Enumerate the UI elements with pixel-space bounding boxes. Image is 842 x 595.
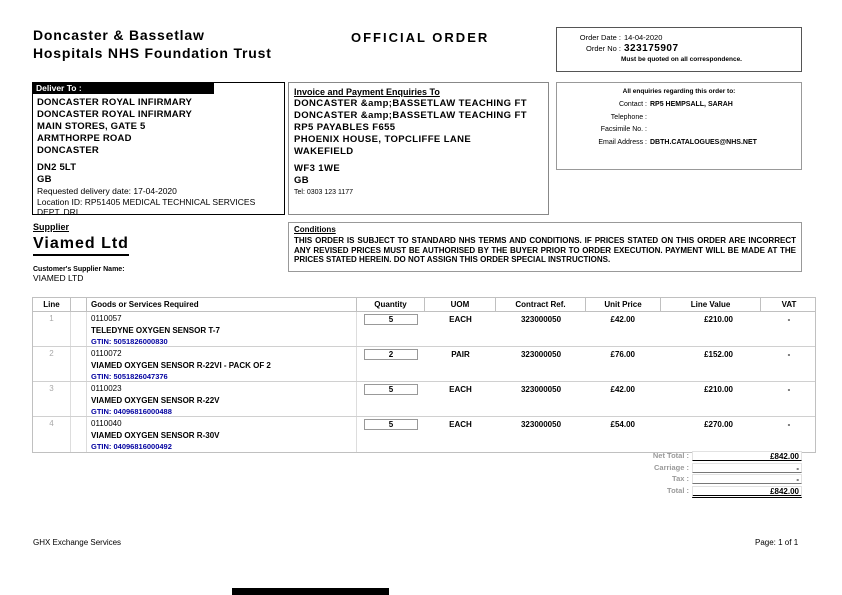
line-value-cell: £152.00 <box>704 350 733 359</box>
table-row <box>33 347 815 382</box>
quantity-box: 2 <box>364 349 418 360</box>
conditions-box <box>288 222 802 272</box>
quantity-box: 5 <box>364 419 418 430</box>
item-code: 0110040 <box>91 419 122 428</box>
vat-cell: - <box>787 350 791 359</box>
order-date-value: 14-04-2020 <box>624 33 663 42</box>
carriage-label: Carriage : <box>653 462 689 472</box>
goods-cell <box>87 382 357 416</box>
col-header-uom: UOM <box>425 298 496 311</box>
facsimile-label: Facsimile No. : <box>600 126 647 133</box>
order-no-label: Order No : <box>585 44 621 53</box>
requested-delivery-date: Requested delivery date: 17-04-2020 <box>37 186 177 196</box>
net-total-label: Net Total : <box>652 451 689 460</box>
invoice-address-line: WAKEFIELD <box>294 146 354 157</box>
line-number: 4 <box>33 417 71 452</box>
spacer-cell <box>71 382 87 416</box>
item-description: VIAMED OXYGEN SENSOR R-30V <box>91 430 220 440</box>
contract-ref-cell: 323000050 <box>520 420 562 429</box>
enquiries-header: All enquiries regarding this order to: <box>622 88 736 95</box>
telephone-label: Telephone : <box>610 113 647 121</box>
tax-value: - <box>692 474 802 484</box>
tax-label: Tax : <box>672 474 689 483</box>
table-row <box>33 417 815 452</box>
totals-block <box>598 451 802 499</box>
deliver-address-line: DONCASTER ROYAL INFIRMARY <box>37 109 193 120</box>
invoice-postcode: WF3 1WE <box>294 163 341 174</box>
item-code: 0110072 <box>91 349 122 358</box>
order-enquiries-box <box>556 82 802 170</box>
email-label: Email Address : <box>598 138 647 146</box>
contact-label: Contact : <box>618 101 647 108</box>
invoice-country: GB <box>294 175 310 186</box>
deliver-address-line: DONCASTER ROYAL INFIRMARY <box>37 97 193 108</box>
goods-cell <box>87 312 357 346</box>
deliver-to-header: Deliver To : <box>33 83 214 94</box>
item-gtin: GTIN: 04096816000492 <box>91 442 172 451</box>
location-id: Location ID: RP51405 MEDICAL TECHNICAL SERVICES DEPT. DRI <box>37 196 256 217</box>
quantity-cell <box>357 417 425 452</box>
contract-ref-cell: 323000050 <box>520 350 562 359</box>
line-value-cell: £210.00 <box>704 385 733 394</box>
deliver-postcode: DN2 5LT <box>37 162 77 173</box>
table-header-row <box>33 298 815 312</box>
item-description: VIAMED OXYGEN SENSOR R-22V <box>91 395 220 405</box>
item-gtin: GTIN: 5051826047376 <box>91 372 168 381</box>
order-items-table <box>32 297 816 453</box>
carriage-value: - <box>692 463 802 473</box>
order-reference-box <box>556 27 802 72</box>
item-code: 0110023 <box>91 384 122 393</box>
deliver-to-box <box>32 82 285 215</box>
net-total-value: £842.00 <box>692 451 802 461</box>
quantity-cell <box>357 382 425 416</box>
trust-name-line2: Hospitals NHS Foundation Trust <box>33 45 272 61</box>
uom-cell: EACH <box>449 385 472 394</box>
line-value-cell: £270.00 <box>704 420 733 429</box>
unit-price-cell: £42.00 <box>610 385 635 394</box>
col-header-unit-price: Unit Price <box>586 298 661 311</box>
quantity-box: 5 <box>364 314 418 325</box>
invoice-enquiries-header: Invoice and Payment Enquiries To <box>294 87 440 97</box>
unit-price-cell: £42.00 <box>610 315 635 324</box>
line-number: 2 <box>33 347 71 381</box>
item-gtin: GTIN: 04096816000488 <box>91 407 172 416</box>
conditions-header: Conditions <box>294 225 336 234</box>
item-code: 0110057 <box>91 314 122 323</box>
goods-cell <box>87 347 357 381</box>
invoice-address-line: PHOENIX HOUSE, TOPCLIFFE LANE <box>294 134 472 145</box>
customer-supplier-label: Customer's Supplier Name: <box>33 266 125 273</box>
line-number: 3 <box>33 382 71 416</box>
total-label: Total : <box>667 485 689 495</box>
quantity-cell <box>357 347 425 381</box>
supplier-header: Supplier <box>33 222 70 232</box>
invoice-telephone: Tel: 0303 123 1177 <box>294 189 354 196</box>
order-date-label: Order Date : <box>579 33 621 42</box>
col-header-quantity: Quantity <box>357 298 425 311</box>
col-header-goods: Goods or Services Required <box>87 298 357 311</box>
unit-price-cell: £76.00 <box>610 350 635 359</box>
footer-service-name: GHX Exchange Services <box>33 538 122 547</box>
col-header-spacer <box>71 298 87 311</box>
item-gtin: GTIN: 5051826000830 <box>91 337 168 346</box>
page-indicator: Page: 1 of 1 <box>755 538 799 547</box>
deliver-country: GB <box>37 174 52 185</box>
order-no-value: 323175907 <box>624 43 679 54</box>
order-note: Must be quoted on all correspondence. <box>621 56 742 63</box>
invoice-address-line: RP5 PAYABLES F655 <box>294 122 396 133</box>
item-description: TELEDYNE OXYGEN SENSOR T-7 <box>91 325 220 335</box>
quantity-box: 5 <box>364 384 418 395</box>
col-header-line-value: Line Value <box>661 298 761 311</box>
unit-price-cell: £54.00 <box>610 420 635 429</box>
supplier-block <box>33 222 129 283</box>
trust-name-line1: Doncaster & Bassetlaw <box>33 27 205 43</box>
invoice-address-line: DONCASTER &amp;BASSETLAW TEACHING FT <box>294 98 527 109</box>
supplier-name: Viamed Ltd <box>33 235 129 256</box>
contract-ref-cell: 323000050 <box>520 385 562 394</box>
conditions-text: THIS ORDER IS SUBJECT TO STANDARD NHS TERMS AND CONDITIONS. IF PRICES STATED ON THIS ORDER ARE INCORRECT ANY REVISED PRICES MUST BE AUTHORISED BY THE BUYER PRIOR TO ORDER EXECUTION. PAYMENT WILL BE MADE AT THE PRICES STATED HEREIN. DO NOT ASSIGN THIS ORDER SPECIAL INSTRUCTIONS. <box>294 236 796 264</box>
page-title: OFFICIAL ORDER <box>351 30 490 45</box>
contract-ref-cell: 323000050 <box>520 315 562 324</box>
uom-cell: EACH <box>449 315 472 324</box>
email-value: DBTH.CATALOGUES@NHS.NET <box>650 138 757 146</box>
vat-cell: - <box>787 315 791 324</box>
screen-artifact-bar <box>232 588 389 595</box>
table-row <box>33 382 815 417</box>
deliver-address-line: ARMTHORPE ROAD <box>37 133 132 144</box>
uom-cell: PAIR <box>451 350 470 359</box>
uom-cell: EACH <box>449 420 472 429</box>
table-row <box>33 312 815 347</box>
spacer-cell <box>71 347 87 381</box>
spacer-cell <box>71 312 87 346</box>
vat-cell: - <box>787 385 791 394</box>
item-description: VIAMED OXYGEN SENSOR R-22VI - PACK OF 2 <box>91 360 271 370</box>
col-header-vat: VAT <box>781 300 797 309</box>
col-header-contract-ref: Contract Ref. <box>496 298 586 311</box>
spacer-cell <box>71 417 87 452</box>
deliver-address-line: DONCASTER <box>37 145 99 156</box>
col-header-line: Line <box>33 298 71 311</box>
customer-supplier-name: VIAMED LTD <box>33 273 84 283</box>
invoice-address-line: DONCASTER &amp;BASSETLAW TEACHING FT <box>294 110 527 121</box>
quantity-cell <box>357 312 425 346</box>
total-value: £842.00 <box>692 486 802 498</box>
goods-cell <box>87 417 357 452</box>
trust-name <box>33 26 272 62</box>
vat-cell: - <box>787 420 791 429</box>
deliver-address-line: MAIN STORES, GATE 5 <box>37 121 146 132</box>
invoice-enquiries-box <box>288 82 549 215</box>
contact-value: RP5 HEMPSALL, SARAH <box>650 101 733 108</box>
line-value-cell: £210.00 <box>704 315 733 324</box>
line-number: 1 <box>33 312 71 346</box>
